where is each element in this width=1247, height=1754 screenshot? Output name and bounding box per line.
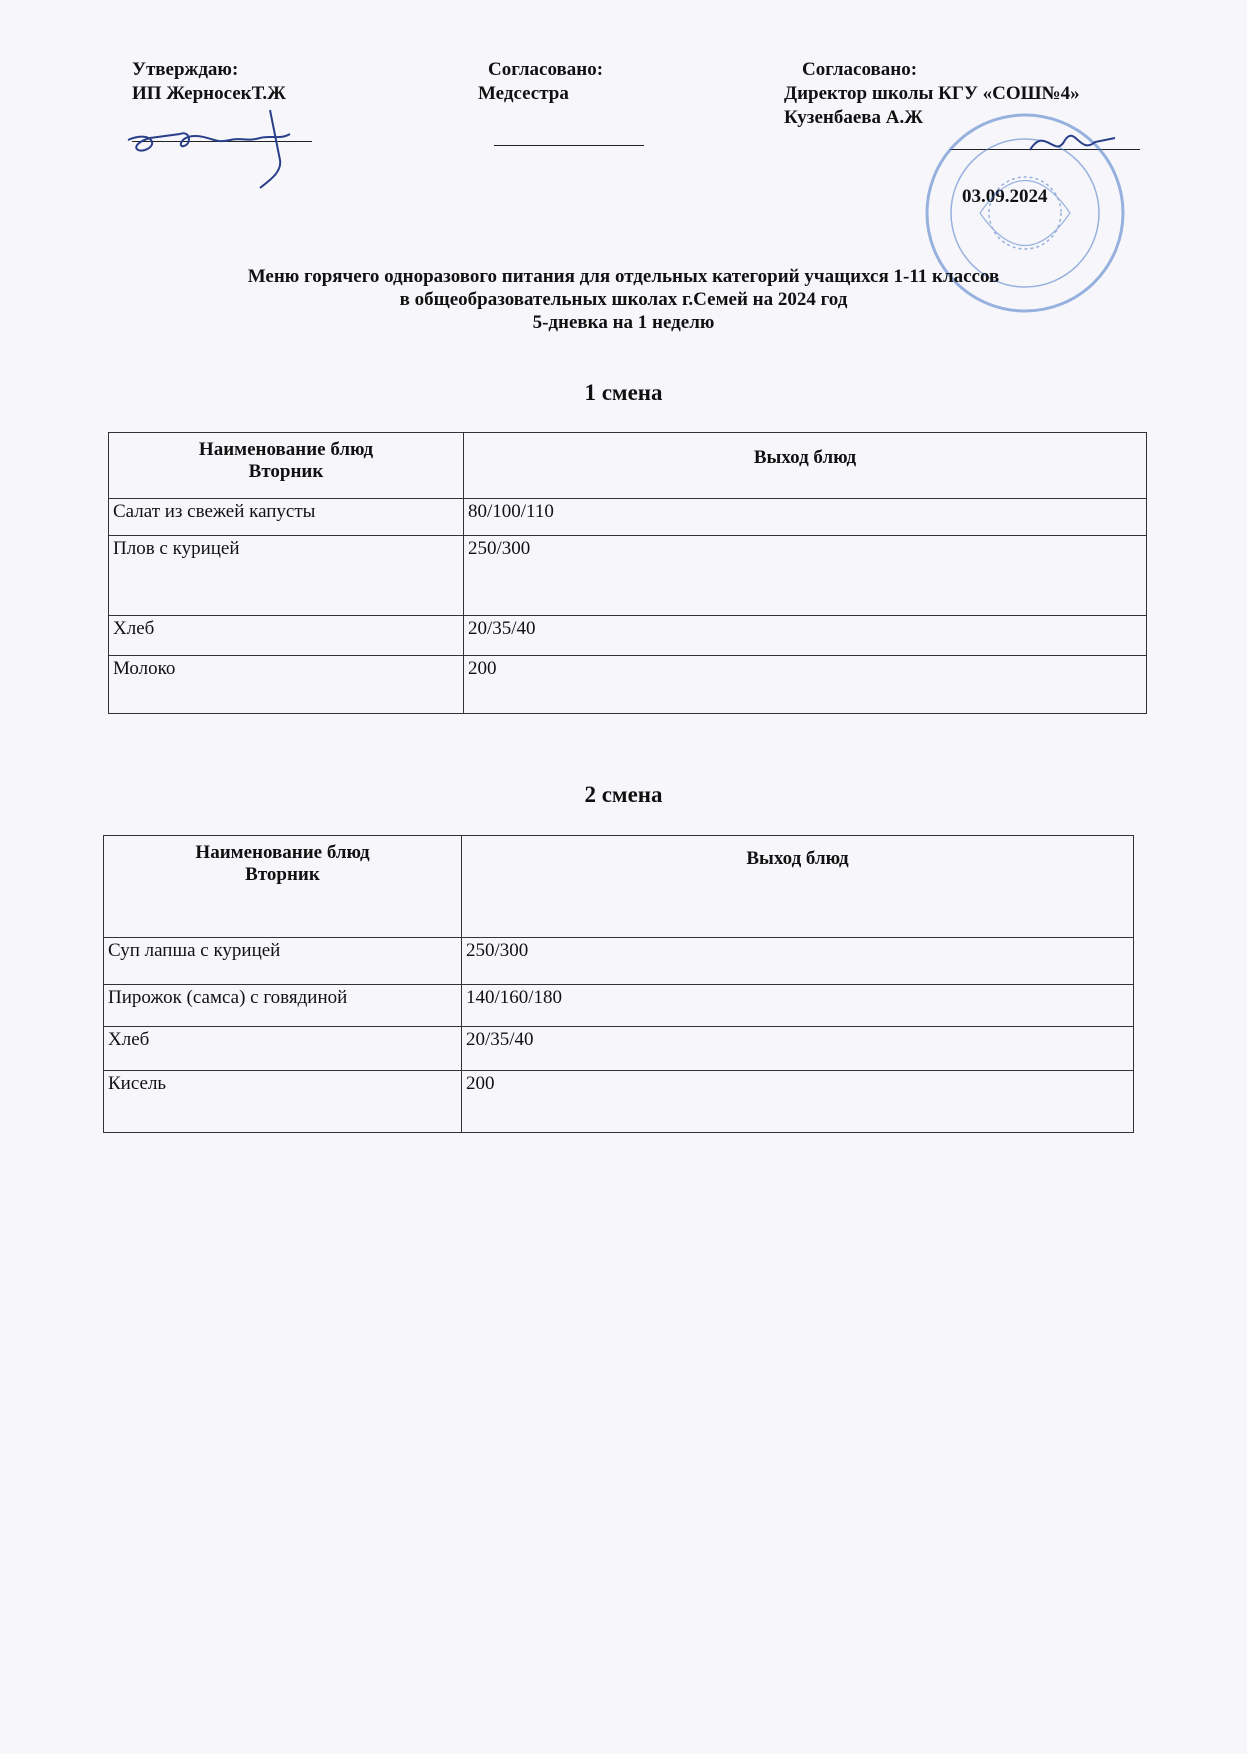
agreed-director-role: Директор школы КГУ «СОШ№4» bbox=[784, 83, 1080, 104]
dish-name: Плов с курицей bbox=[109, 536, 464, 616]
dish-name-header-label: Наименование блюд bbox=[195, 842, 370, 863]
dish-output: 140/160/180 bbox=[462, 985, 1134, 1027]
table-row bbox=[109, 499, 1147, 536]
table-row bbox=[109, 656, 1147, 714]
table-row bbox=[104, 985, 1134, 1027]
dish-output-header: Выход блюд bbox=[464, 433, 1147, 499]
dish-name: Суп лапша с курицей bbox=[104, 938, 462, 985]
agreed-nurse-role: Медсестра bbox=[478, 83, 569, 104]
director-signature-image bbox=[1020, 120, 1120, 170]
menu-title-line1: Меню горячего одноразового питания для отдельных категорий учащихся 1-11 классов bbox=[247, 266, 1000, 287]
table-row bbox=[104, 1071, 1134, 1133]
shift-2-table bbox=[103, 835, 1134, 1133]
agreed-director-label: Согласовано: bbox=[802, 59, 918, 80]
shift-2-heading: 2 смена bbox=[584, 782, 663, 807]
dish-name-header bbox=[104, 836, 462, 938]
menu-title-line2: в общеобразовательных школах г.Семей на 2024 год bbox=[399, 289, 848, 310]
approval-date: 03.09.2024 bbox=[962, 186, 1048, 207]
approve-block bbox=[132, 58, 286, 106]
dish-output: 20/35/40 bbox=[464, 616, 1147, 656]
dish-name: Хлеб bbox=[109, 616, 464, 656]
table-row bbox=[109, 616, 1147, 656]
agreed-nurse-label: Согласовано: bbox=[488, 59, 604, 80]
agreed-nurse-block bbox=[478, 58, 603, 106]
dish-output-header: Выход блюд bbox=[462, 836, 1134, 938]
menu-title-line3: 5-дневка на 1 неделю bbox=[532, 312, 715, 333]
dish-name-header bbox=[109, 433, 464, 499]
agreed-director-name: Кузенбаева А.Ж bbox=[784, 107, 924, 128]
day-label: Вторник bbox=[245, 864, 320, 885]
dish-name: Салат из свежей капусты bbox=[109, 499, 464, 536]
dish-output: 200 bbox=[462, 1071, 1134, 1133]
nurse-signature-line bbox=[494, 145, 644, 146]
table-row bbox=[104, 938, 1134, 985]
shift-1-heading: 1 смена bbox=[584, 380, 663, 405]
dish-name: Кисель bbox=[104, 1071, 462, 1133]
table-row bbox=[104, 1027, 1134, 1071]
dish-name-header-label: Наименование блюд bbox=[198, 439, 374, 460]
approve-label: Утверждаю: bbox=[132, 59, 239, 80]
approve-name: ИП ЖерносекТ.Ж bbox=[132, 83, 286, 104]
shift-1-table bbox=[108, 432, 1147, 714]
dish-output: 200 bbox=[464, 656, 1147, 714]
table-header-row bbox=[104, 836, 1134, 938]
day-label: Вторник bbox=[248, 461, 324, 482]
dish-output: 250/300 bbox=[462, 938, 1134, 985]
dish-output: 80/100/110 bbox=[464, 499, 1147, 536]
signature-image bbox=[120, 100, 320, 200]
dish-name: Хлеб bbox=[104, 1027, 462, 1071]
table-header-row bbox=[109, 433, 1147, 499]
dish-output: 250/300 bbox=[464, 536, 1147, 616]
dish-name: Пирожок (самса) с говядиной bbox=[104, 985, 462, 1027]
table-row bbox=[109, 536, 1147, 616]
dish-output: 20/35/40 bbox=[462, 1027, 1134, 1071]
dish-name: Молоко bbox=[109, 656, 464, 714]
